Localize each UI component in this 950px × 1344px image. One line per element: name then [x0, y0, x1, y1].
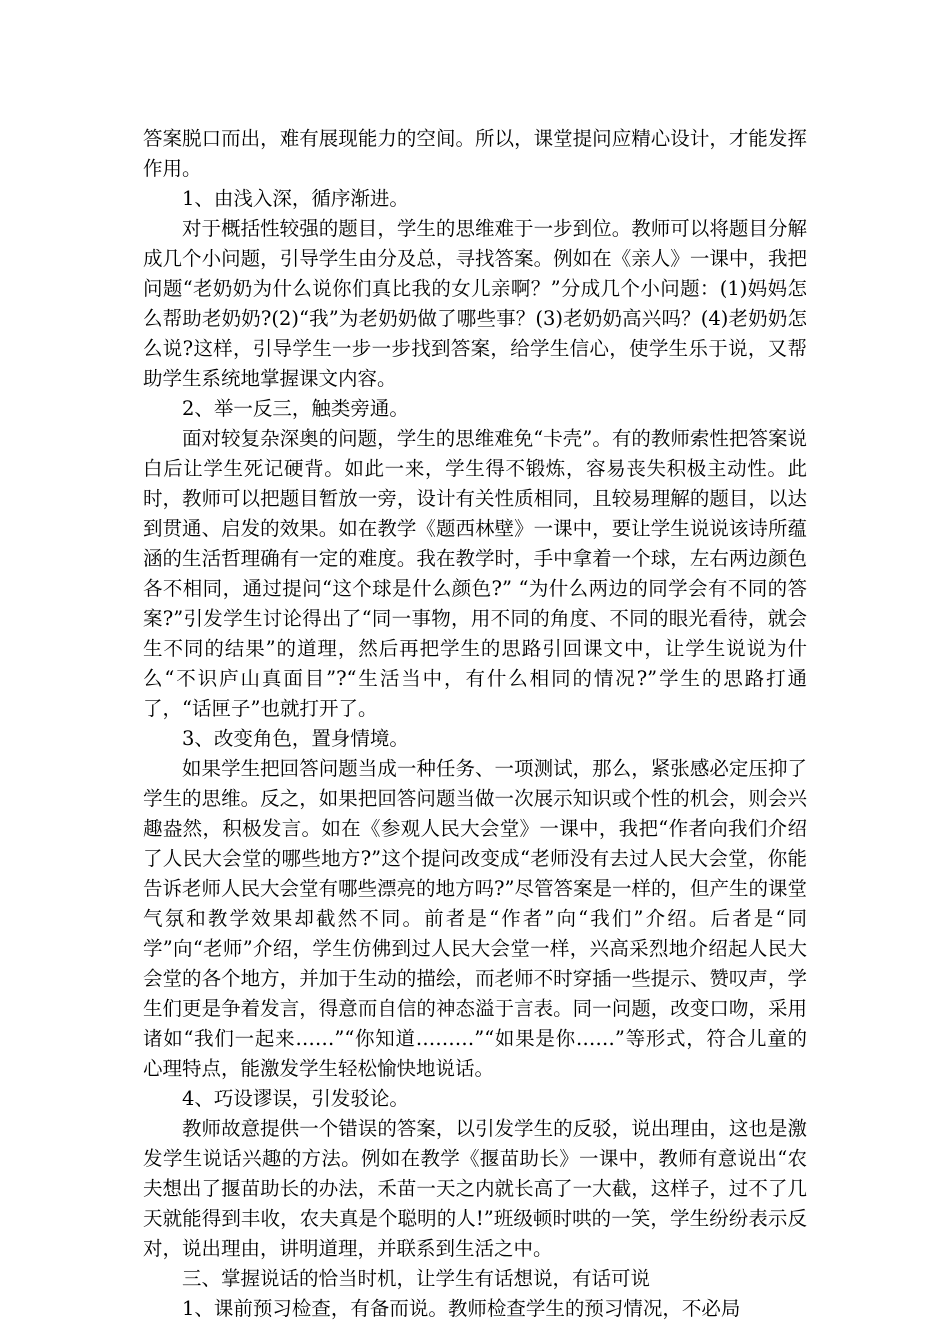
subheading-2: 2、举一反三，触类旁通。 — [182, 397, 409, 420]
section-heading-3: 三、掌握说话的恰当时机，让学生有话想说，有话可说 — [182, 1267, 651, 1290]
paragraph-continued-intro: 答案脱口而出，难有展现能力的空间。所以，课堂提问应精心设计，才能发挥作用。 — [143, 127, 807, 180]
subheading-1: 1、由浅入深，循序渐进。 — [182, 187, 409, 210]
document-page — [143, 124, 807, 1324]
subheading-3: 3、改变角色，置身情境。 — [182, 727, 409, 750]
paragraph-4: 教师故意提供一个错误的答案，以引发学生的反驳，说出理由，这也是激发学生说话兴趣的方法。例如在教学《揠苗助长》一课中，教师有意说出“农夫想出了揠苗助长的办法，禾苗一天之内就长高了一大截，这样子，过不了几天就能得到丰收，农夫真是个聪明的人!”班级顿时哄的一笑，学生纷纷表示反对，说出理由，讲明道理，并联系到生活之中。 — [143, 1117, 807, 1260]
paragraph-5: 1、课前预习检查，有备而说。教师检查学生的预习情况，不必局 — [182, 1297, 741, 1320]
paragraph-2: 面对较复杂深奥的问题，学生的思维难免“卡壳”。有的教师索性把答案说白后让学生死记硬背。如此一来，学生得不锻炼，容易丧失积极主动性。此时，教师可以把题目暂放一旁，设计有关性质相同，且较易理解的题目，以达到贯通、启发的效果。如在教学《题西林壁》一课中，要让学生说说该诗所蕴涵的生活哲理确有一定的难度。我在教学时，手中拿着一个球，左右两边颜色各不相同，通过提问“这个球是什么颜色?” “为什么两边的同学会有不同的答案?”引发学生讨论得出了“同一事物，用不同的角度、不同的眼光看待，就会生不同的结果”的道理，然后再把学生的思路引回课文中，让学生说说为什么“不识庐山真面目”?“生活当中，有什么相同的情况?”学生的思路打通了，“话匣子”也就打开了。 — [143, 427, 807, 720]
paragraph-1: 对于概括性较强的题目，学生的思维难于一步到位。教师可以将题目分解成几个小问题，引导学生由分及总，寻找答案。例如在《亲人》一课中，我把问题“老奶奶为什么说你们真比我的女儿亲啊？”分成几个小问题：(1)妈妈怎么帮助老奶奶?(2)“我”为老奶奶做了哪些事？(3)老奶奶高兴吗？(4)老奶奶怎么说?这样，引导学生一步一步找到答案，给学生信心，使学生乐于说，又帮助学生系统地掌握课文内容。 — [143, 217, 807, 390]
paragraph-3: 如果学生把回答问题当成一种任务、一项测试，那么，紧张感必定压抑了学生的思维。反之，如果把回答问题当做一次展示知识或个性的机会，则会兴趣盎然，积极发言。如在《参观人民大会堂》一课中，我把“作者向我们介绍了人民大会堂的哪些地方?”这个提问改变成“老师没有去过人民大会堂，你能告诉老师人民大会堂有哪些漂亮的地方吗?”尽管答案是一样的，但产生的课堂气氛和教学效果却截然不同。前者是“作者”向“我们”介绍。后者是“同学”向“老师”介绍，学生仿佛到过人民大会堂一样，兴高采烈地介绍起人民大会堂的各个地方，并加于生动的描绘，而老师不时穿插一些提示、赞叹声，学生们更是争着发言，得意而自信的神态溢于言表。同一问题，改变口吻，采用诸如“我们一起来……”“你知道………”“如果是你……”等形式，符合儿童的心理特点，能激发学生轻松愉快地说话。 — [143, 757, 807, 1080]
subheading-4: 4、巧设谬误，引发驳论。 — [182, 1087, 409, 1110]
